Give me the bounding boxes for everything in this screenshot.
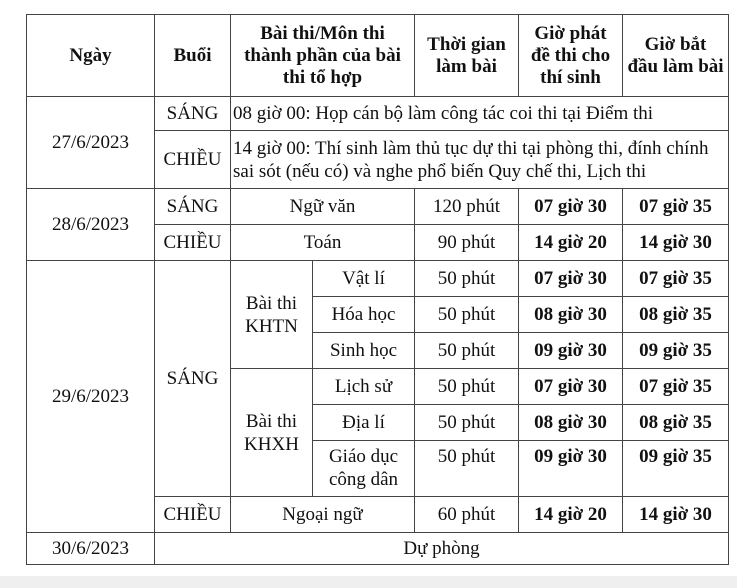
- note-cell: 08 giờ 00: Họp cán bộ làm công tác coi thi tại Điểm thi: [231, 97, 729, 131]
- duration-cell: 50 phút: [415, 441, 519, 497]
- subject-cell: Vật lí: [313, 261, 415, 297]
- bottom-strip: [0, 576, 737, 588]
- exam-schedule-table: [26, 14, 729, 565]
- subject-cell: Giáo dục công dân: [313, 441, 415, 497]
- phat-de-cell: 09 giờ 30: [519, 441, 623, 497]
- date-cell: 30/6/2023: [27, 533, 155, 565]
- header-gio-phat-de: Giờ phát đề thi cho thí sinh: [519, 15, 623, 97]
- subject-cell: Lịch sử: [313, 369, 415, 405]
- group-cell-khxh: Bài thi KHXH: [231, 369, 313, 497]
- table-row: [27, 189, 729, 225]
- phat-de-cell: 07 giờ 30: [519, 261, 623, 297]
- header-ngay: Ngày: [27, 15, 155, 97]
- bat-dau-cell: 09 giờ 35: [623, 333, 729, 369]
- date-cell: 28/6/2023: [27, 189, 155, 261]
- header-row: [27, 15, 729, 97]
- session-cell: SÁNG: [155, 189, 231, 225]
- phat-de-cell: 14 giờ 20: [519, 497, 623, 533]
- bat-dau-cell: 14 giờ 30: [623, 497, 729, 533]
- subject-cell: Toán: [231, 225, 415, 261]
- bat-dau-cell: 07 giờ 35: [623, 369, 729, 405]
- subject-cell: Sinh học: [313, 333, 415, 369]
- phat-de-cell: 08 giờ 30: [519, 297, 623, 333]
- bat-dau-cell: 07 giờ 35: [623, 261, 729, 297]
- header-buoi: Buổi: [155, 15, 231, 97]
- header-mon-thi: Bài thi/Môn thi thành phần của bài thi tổ hợp: [231, 15, 415, 97]
- bat-dau-cell: 14 giờ 30: [623, 225, 729, 261]
- duration-cell: 120 phút: [415, 189, 519, 225]
- bat-dau-cell: 09 giờ 35: [623, 441, 729, 497]
- table-row: [27, 261, 729, 297]
- bat-dau-cell: 08 giờ 35: [623, 405, 729, 441]
- duration-cell: 50 phút: [415, 369, 519, 405]
- duration-cell: 50 phút: [415, 405, 519, 441]
- duration-cell: 50 phút: [415, 333, 519, 369]
- note-cell: Dự phòng: [155, 533, 729, 565]
- phat-de-cell: 07 giờ 30: [519, 189, 623, 225]
- duration-cell: 50 phút: [415, 297, 519, 333]
- bat-dau-cell: 08 giờ 35: [623, 297, 729, 333]
- duration-cell: 60 phút: [415, 497, 519, 533]
- phat-de-cell: 08 giờ 30: [519, 405, 623, 441]
- phat-de-cell: 07 giờ 30: [519, 369, 623, 405]
- date-cell: 29/6/2023: [27, 261, 155, 533]
- note-cell: 14 giờ 00: Thí sinh làm thủ tục dự thi tại phòng thi, đính chính sai sót (nếu có) và nghe phổ biến Quy chế thi, Lịch thi: [231, 131, 729, 189]
- header-thoi-gian: Thời gian làm bài: [415, 15, 519, 97]
- table-row: [27, 97, 729, 131]
- subject-cell: Ngoại ngữ: [231, 497, 415, 533]
- session-cell: CHIỀU: [155, 131, 231, 189]
- session-cell: CHIỀU: [155, 497, 231, 533]
- group-cell-khtn: Bài thi KHTN: [231, 261, 313, 369]
- date-cell: 27/6/2023: [27, 97, 155, 189]
- subject-cell: Hóa học: [313, 297, 415, 333]
- duration-cell: 90 phút: [415, 225, 519, 261]
- phat-de-cell: 09 giờ 30: [519, 333, 623, 369]
- session-cell: SÁNG: [155, 97, 231, 131]
- phat-de-cell: 14 giờ 20: [519, 225, 623, 261]
- duration-cell: 50 phút: [415, 261, 519, 297]
- table-row: [27, 533, 729, 565]
- bat-dau-cell: 07 giờ 35: [623, 189, 729, 225]
- header-gio-bat-dau: Giờ bắt đầu làm bài: [623, 15, 729, 97]
- subject-cell: Ngữ văn: [231, 189, 415, 225]
- session-cell: CHIỀU: [155, 225, 231, 261]
- subject-cell: Địa lí: [313, 405, 415, 441]
- session-cell: SÁNG: [155, 261, 231, 497]
